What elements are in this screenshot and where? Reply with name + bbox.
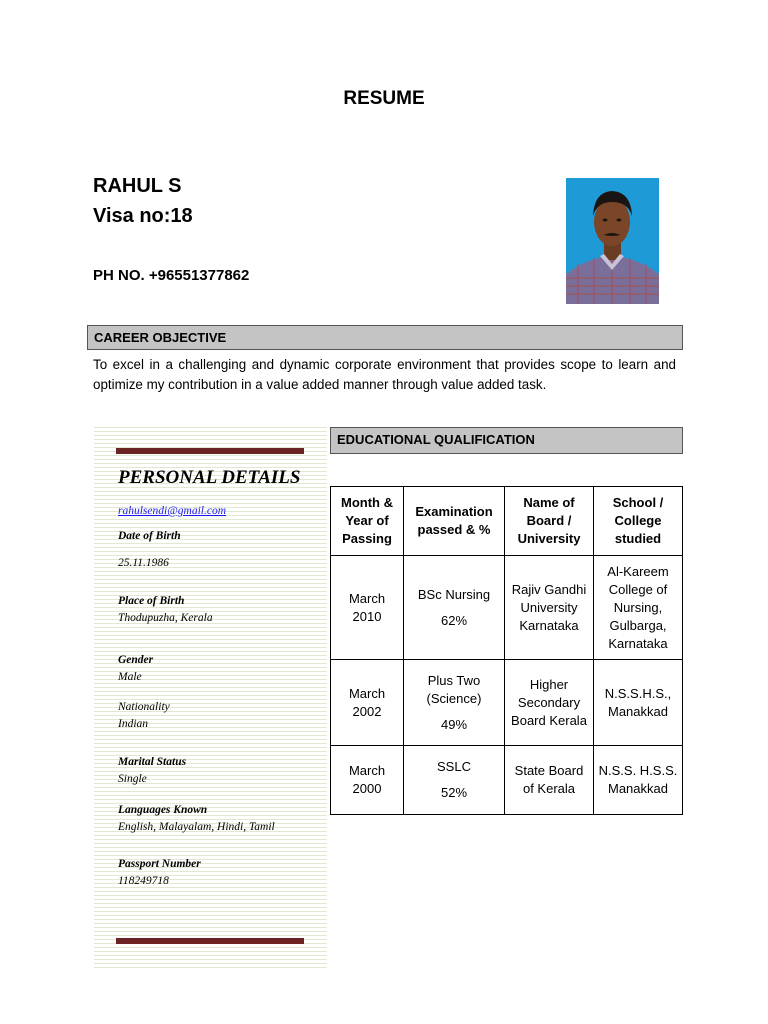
exam-percentage: 52% [440,785,468,800]
nationality-value: Indian [118,718,149,730]
phone-number: PH NO. +96551377862 [93,267,250,284]
panel-top-rule [116,448,304,454]
applicant-name: RAHUL S [93,175,182,197]
table-row [331,660,683,746]
exam-name: Plus Two (Science) [426,672,482,706]
nationality-label: Nationality [118,701,170,713]
exam-name: BSc Nursing [417,586,491,602]
email-link[interactable]: rahulsendi@gmail.com [118,505,227,517]
table-cell: March 2010 [331,556,404,660]
table-cell: State Board of Kerala [505,746,594,815]
table-cell: Rajiv Gandhi University Karnataka [505,556,594,660]
table-row [331,556,683,660]
profile-photo [566,178,659,304]
table-cell [404,556,505,660]
career-objective-heading: CAREER OBJECTIVE [87,325,683,350]
languages-value: English, Malayalam, Hindi, Tamil [118,821,275,833]
career-objective-text: To excel in a challenging and dynamic corporate environment that provides scope to learn and optimize my contribution in a value added manner through value added task. [93,357,676,392]
table-header-row [331,487,683,556]
pob-label: Place of Birth [118,595,185,607]
gender-value: Male [118,671,142,683]
table-cell: N.S.S. H.S.S. Manakkad [594,746,683,815]
table-cell: March 2000 [331,746,404,815]
table-cell: Higher Secondary Board Kerala [505,660,594,746]
visa-number: Visa no:18 [93,205,193,227]
dob-value: 25.11.1986 [118,557,169,569]
education-table [330,486,683,815]
marital-status-value: Single [118,773,147,785]
marital-status-label: Marital Status [118,756,187,768]
table-cell: Al-Kareem College of Nursing, Gulbarga, Karnataka [594,556,683,660]
exam-percentage: 49% [440,716,468,732]
document-title: RESUME [343,88,425,109]
passport-label: Passport Number [118,858,201,870]
table-cell [404,746,505,815]
exam-percentage: 62% [440,612,468,628]
education-heading: EDUCATIONAL QUALIFICATION [330,427,683,454]
dob-label: Date of Birth [118,530,181,542]
panel-bottom-rule [116,938,304,944]
passport-value: 118249718 [118,875,169,887]
exam-name: SSLC [437,759,471,774]
column-header: Month & Year of Passing [331,487,404,556]
gender-label: Gender [118,654,154,666]
table-cell [404,660,505,746]
column-header: Name of Board / University [505,487,594,556]
languages-label: Languages Known [118,804,208,816]
column-header: Examination passed & % [404,487,505,556]
column-header: School / College studied [594,487,683,556]
personal-details-heading: PERSONAL DETAILS [118,467,301,488]
table-cell: March 2002 [331,660,404,746]
pob-value: Thodupuzha, Kerala [118,612,213,624]
table-row [331,746,683,815]
table-cell: N.S.S.H.S., Manakkad [594,660,683,746]
